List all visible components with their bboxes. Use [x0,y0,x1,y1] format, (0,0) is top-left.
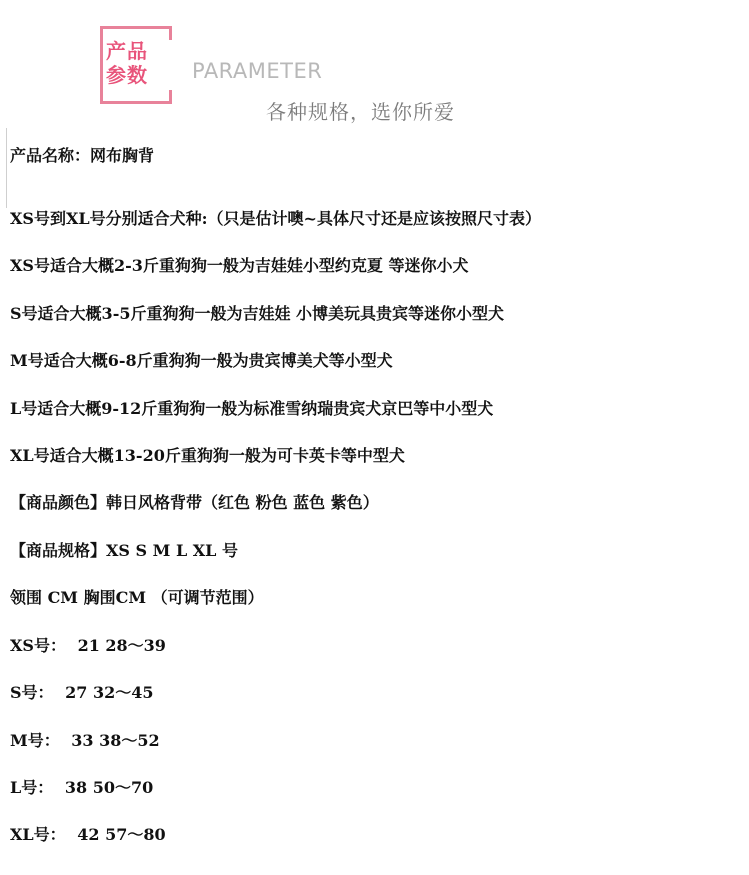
header-subtitle: 各种规格，选你所爱 [266,100,455,124]
size-note: M号适合大概6-8斤重狗狗一般为贵宾博美犬等小型犬 [10,351,393,370]
header-frame-corner [169,26,172,40]
size-label: XS号： [10,636,66,655]
neck-value: 42 [77,825,100,844]
chest-value: 57～80 [105,825,166,844]
chest-value: 32～45 [92,683,154,702]
size-label: M号： [10,731,60,750]
size-row [10,633,166,656]
size-row [10,680,154,703]
neck-value: 21 [77,636,100,655]
size-row [10,775,153,798]
divider-line [6,128,7,208]
size-row [10,728,160,751]
size-label: L号： [10,778,54,797]
size-note: XS号适合大概2-3斤重狗狗一般为吉娃娃小型约克夏 等迷你小犬 [10,256,469,275]
neck-value: 38 [64,778,88,797]
header-frame-corner [169,90,172,104]
size-note: S号适合大概3-5斤重狗狗一般为吉娃娃 小博美玩具贵宾等迷你小型犬 [10,304,505,323]
product-name: 产品名称：网布胸背 [10,146,155,165]
measure-header: 领围 CM 胸围CM （可调节范围） [10,588,264,607]
colors-line: 【商品颜色】韩日风格背带（红色 粉色 蓝色 紫色） [10,493,379,512]
header-title: 产品 参数 [106,39,148,87]
chest-value: 28～39 [105,636,166,655]
header-english-label: PARAMETER [192,59,323,83]
size-note: XL号适合大概13-20斤重狗狗一般为可卡英卡等中型犬 [10,446,405,465]
chest-value: 50～70 [92,778,154,797]
size-row [10,822,166,845]
size-label: XL号： [10,825,66,844]
neck-value: 33 [71,731,94,750]
chest-value: 38～52 [99,731,160,750]
neck-value: 27 [65,683,88,702]
header-badge [100,26,178,108]
size-label: S号： [10,683,54,702]
specs-line: 【商品规格】XS S M L XL 号 [10,541,239,560]
size-intro: XS号到XL号分别适合犬种:（只是估计噢~具体尺寸还是应该按照尺寸表） [10,209,541,228]
size-note: L号适合大概9-12斤重狗狗一般为标准雪纳瑞贵宾犬京巴等中小型犬 [10,399,494,418]
